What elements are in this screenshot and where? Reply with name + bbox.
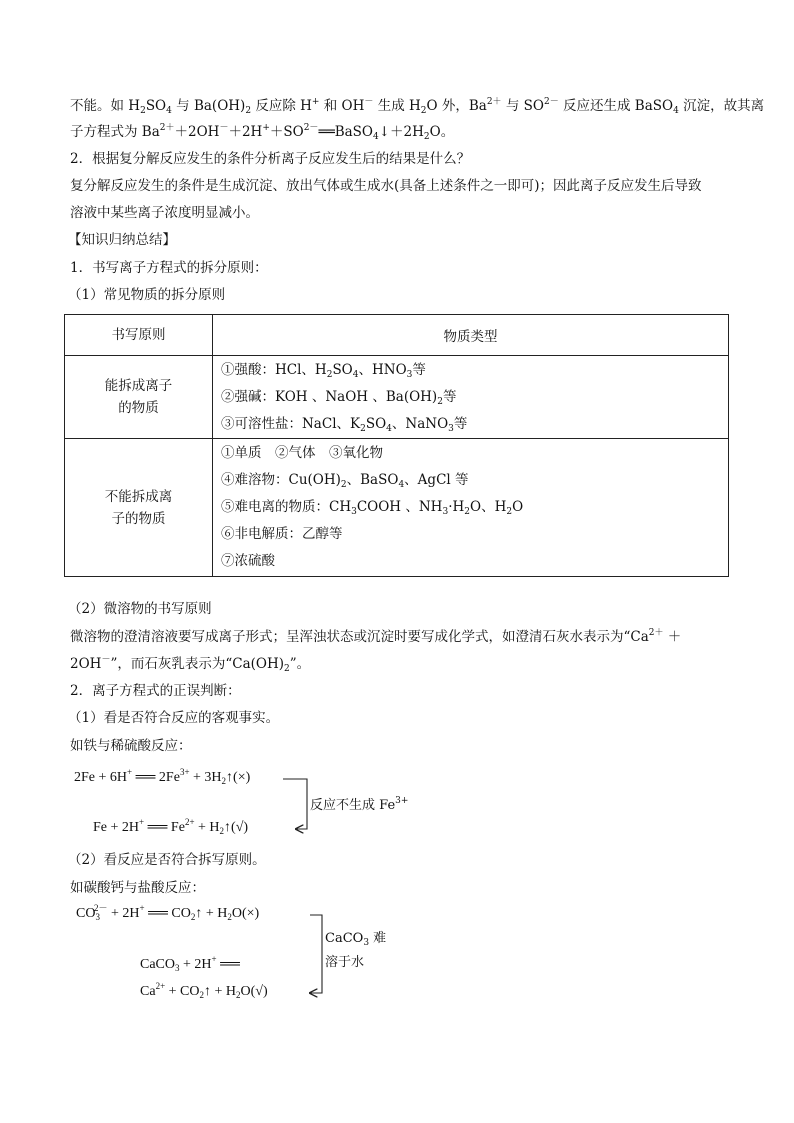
label-line: 子的物质 <box>111 510 166 527</box>
text: 2Fe + 6H <box>74 770 128 785</box>
sub: 2 <box>199 990 204 1000</box>
example-1-intro: 如铁与稀硫酸反应： <box>70 738 192 754</box>
sup: 2－ <box>93 903 108 913</box>
text: CaCO <box>325 931 364 946</box>
text: O(√) <box>240 984 268 999</box>
text: 和 OH <box>319 98 365 114</box>
sup: 3+ <box>179 767 190 777</box>
text: CO <box>76 906 96 921</box>
text: 微溶物的澄清溶液要写成离子形式；呈浑浊状态或沉淀时要写成化学式，如澄清石灰水表示为“Ca <box>70 629 649 645</box>
text: ·H <box>448 499 465 515</box>
section-1-1-heading: （1）常见物质的拆分原则 <box>68 287 226 303</box>
sub: 2 <box>236 990 241 1000</box>
list-item: ⑥非电解质：乙醇等 <box>221 526 343 542</box>
text: ══ 2Fe <box>132 770 180 785</box>
text: O 外，Ba <box>426 98 487 114</box>
sub: 3 <box>442 507 449 517</box>
text: ＋2OH <box>174 124 220 140</box>
sub: 2 <box>420 106 427 116</box>
sub: 2 <box>245 106 252 116</box>
sup: 2－ <box>543 97 559 107</box>
text: SO <box>365 415 387 432</box>
summary-heading: 【知识归纳总结】 <box>68 232 176 248</box>
text: 、NaNO <box>391 415 449 432</box>
list-item: ①单质 ②气体 ③氧化物 <box>221 445 383 461</box>
sub: 2 <box>360 423 366 434</box>
sup: 2＋ <box>648 628 664 638</box>
text: ↑ + H <box>195 906 228 921</box>
sup: + <box>211 954 217 964</box>
text: + CO <box>165 984 200 999</box>
text: 难 <box>369 931 387 946</box>
text: + 2H <box>107 906 140 921</box>
text: O(×) <box>231 906 260 921</box>
sup: － <box>101 655 111 665</box>
sub: 2 <box>506 507 513 517</box>
sub: 4 <box>673 106 679 116</box>
label-line: 不能拆成离 <box>104 488 173 505</box>
sup: － <box>364 97 374 107</box>
sub: 4 <box>386 423 392 434</box>
fe-bracket-arrow <box>283 779 307 829</box>
text: ══BaSO <box>318 124 373 140</box>
text: ⑤难电离的物质：CH <box>221 499 352 515</box>
text: 反应还生成 BaSO <box>558 98 674 114</box>
text: ①强酸：HCl、H <box>221 361 327 378</box>
text: 等 <box>442 388 457 405</box>
sub: 3 <box>448 423 454 434</box>
text: Fe + 2H <box>93 820 140 835</box>
sub: 2 <box>464 507 471 517</box>
text: 等 <box>412 361 426 378</box>
text: 与 Ba(OH) <box>171 98 246 114</box>
sub: 4 <box>166 106 172 116</box>
text: 子方程式为 Ba <box>70 124 160 140</box>
header-substance-type: 物质类型 <box>213 315 729 356</box>
text: CaCO <box>140 957 175 972</box>
sub: 2 <box>221 776 227 786</box>
text: ”。 <box>289 656 311 672</box>
sub: 2 <box>326 369 333 380</box>
sub: 2 <box>140 106 146 116</box>
text: ↑ + H <box>203 984 236 999</box>
sup: 2+ <box>184 817 195 827</box>
sub: 2 <box>284 664 290 674</box>
text: ②强碱：KOH 、NaOH 、Ba(OH) <box>221 388 438 405</box>
text: 沉淀，故其离 <box>678 98 765 114</box>
sub: 3 <box>406 369 413 380</box>
text: ＋ <box>663 629 682 645</box>
label-line: 能拆成离子 <box>104 378 173 394</box>
sub: 4 <box>352 369 359 380</box>
text: + H <box>194 820 220 835</box>
text: ↑(×) <box>226 770 251 785</box>
sup: 2＋ <box>486 97 502 107</box>
sup: + <box>127 767 133 777</box>
section-2-1-heading: （1）看是否符合反应的客观事实。 <box>68 710 280 726</box>
text: ④难溶物：Cu(OH) <box>221 472 341 488</box>
text: ”，而石灰乳表示为“Ca(OH) <box>110 656 285 672</box>
section-1-heading: 1．书写离子方程式的拆分原则： <box>70 260 268 276</box>
label-line: 的物质 <box>118 400 159 416</box>
sub: 2 <box>423 132 430 142</box>
text: O。 <box>429 124 455 140</box>
text: ↓＋2H <box>378 124 424 140</box>
sub: 4 <box>398 480 405 490</box>
sup: 3+ <box>395 796 409 806</box>
answer-2-line-2: 溶液中某些离子浓度明显减小。 <box>70 205 259 221</box>
section-2-2-heading: （2）看反应是否符合拆写原则。 <box>68 852 266 868</box>
sup: + <box>139 903 145 913</box>
sup: 2+ <box>155 981 166 991</box>
answer-2-line-1: 复分解反应发生的条件是生成沉淀、放出气体或生成水(具备上述条件之一即可)；因此离子反应发生后导致 <box>70 178 702 194</box>
sub: 3 <box>95 912 100 922</box>
sup: + <box>311 97 320 107</box>
text: Ca <box>140 984 156 999</box>
sub: 4 <box>372 132 379 142</box>
text: 不能。如 H <box>70 98 141 114</box>
text: 、HNO <box>358 361 407 378</box>
sup: 2＋ <box>159 123 175 133</box>
text: ＋SO <box>269 124 304 140</box>
sup: + <box>262 123 270 133</box>
section-2-heading: 2．离子方程式的正误判断： <box>70 683 241 699</box>
sub: 3 <box>175 963 180 973</box>
sub: 2 <box>190 912 196 922</box>
text: + 2H <box>179 957 212 972</box>
sub: 3 <box>351 507 357 517</box>
sup: － <box>219 123 229 133</box>
text: 与 SO <box>501 98 544 114</box>
sub: 3 <box>363 938 370 948</box>
text: ↑(√) <box>224 820 249 835</box>
text: 、BaSO <box>346 472 399 488</box>
text: O、H <box>470 499 507 515</box>
section-1-2-heading: （2）微溶物的书写原则 <box>68 601 212 617</box>
sub: 2 <box>227 912 232 922</box>
text: ＋2H <box>228 124 263 140</box>
example-2-intro: 如碳酸钙与盐酸反应： <box>70 880 205 896</box>
text: + 3H <box>189 770 222 785</box>
equation-caco3-note-line-2: 溶于水 <box>325 955 365 970</box>
text: 生成 H <box>373 98 421 114</box>
text: 等 <box>453 415 468 432</box>
text: ③可溶性盐：NaCl、K <box>221 415 361 432</box>
list-item: ⑦浓硫酸 <box>221 553 275 569</box>
text: ══ Fe <box>144 820 185 835</box>
text: COOH 、NH <box>356 499 443 515</box>
caco3-bracket-arrow <box>310 915 322 993</box>
text: O <box>512 499 524 515</box>
text: 反应不生成 Fe <box>310 798 396 813</box>
sup: + <box>139 817 145 827</box>
text: 反应除 H <box>251 98 312 114</box>
text: ══ CO <box>144 906 191 921</box>
sub: 2 <box>437 396 443 407</box>
question-2: 2．根据复分解反应发生的条件分析离子反应发生后的结果是什么？ <box>70 151 471 167</box>
text: SO <box>145 98 167 114</box>
text: ══ <box>216 957 240 972</box>
text: 2OH <box>70 656 102 672</box>
header-principle: 书写原则 <box>65 315 213 356</box>
text: SO <box>332 361 353 378</box>
sup: 2－ <box>303 123 319 133</box>
sub: 2 <box>340 480 347 490</box>
sub: 2 <box>219 826 225 836</box>
text: 、AgCl 等 <box>404 472 469 488</box>
